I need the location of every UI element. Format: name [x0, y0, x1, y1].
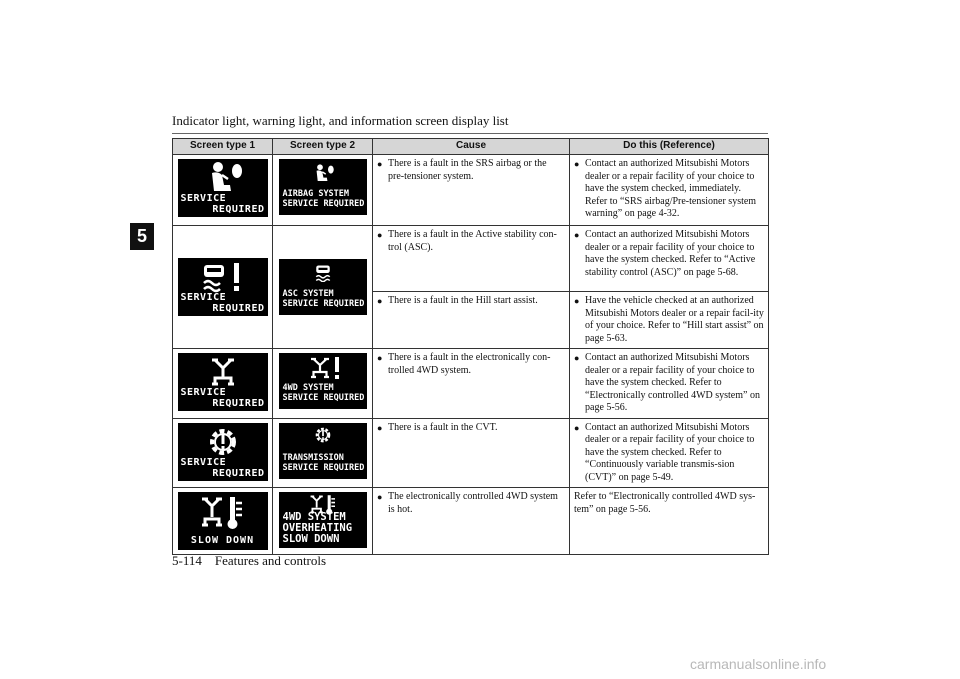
screen-type-2-display [279, 353, 367, 409]
screen-bottom-text: REQUIRED [212, 204, 265, 215]
screen-line: SERVICE REQUIRED [282, 462, 365, 473]
screen-line: AIRBAG SYSTEM [282, 189, 350, 199]
screen-type-2-display [279, 423, 367, 479]
cause-text: ● There is a fault in the CVT. [377, 422, 565, 435]
cause-text: ● The electronically controlled 4WD system is hot. [377, 491, 565, 516]
screen-type-2-display [279, 259, 367, 315]
cause-cell [373, 488, 570, 555]
screen-type-2-cell [273, 418, 373, 488]
footer-section: Features and controls [214, 553, 327, 568]
cause-text: ● There is a fault in the Active stability con-trol (ASC). [377, 229, 565, 254]
action-text: ● Have the vehicle checked at an authorized Mitsubishi Motors dealer or a repair facil-ity of your choice. Refer to “Hill start assist” on page 5-63. [574, 295, 764, 345]
screen-bottom-text: REQUIRED [212, 467, 265, 479]
skid-car-exclamation-icon [200, 261, 248, 293]
table-row [173, 155, 769, 226]
indicator-table [172, 138, 769, 555]
action-cell [570, 488, 769, 555]
action-cell [570, 418, 769, 488]
watermark-text: carmanualsonline.info [690, 656, 827, 672]
4wd-drivetrain-exclamation-icon [309, 356, 343, 380]
airbag-person-icon [204, 161, 246, 193]
screen-line: 4WD SYSTEM [282, 511, 346, 523]
screen-line: SERVICE REQUIRED [282, 393, 365, 403]
action-text: ● Contact an authorized Mitsubishi Motors dealer or a repair facility of your choice to have the system checked. Refer to “Active stability control (ASC)” on page 5-68. [574, 229, 764, 279]
screen-message [283, 383, 365, 403]
action-text: ● Contact an authorized Mitsubishi Motors dealer or a repair facility of your choice to have the system checked, immediately. Refer to “SRS airbag/Pre-tensioner system warning” on page 4-32. [574, 158, 764, 221]
action-text: ● Contact an authorized Mitsubishi Motors dealer or a repair facility of your choice to have the system checked. Refer to “Electronically controlled 4WD system” on page 5-56. [574, 352, 764, 415]
page-number: 5-114 [172, 553, 202, 568]
table-row [173, 226, 769, 292]
screen-type-2-cell [273, 349, 373, 419]
table-row [173, 349, 769, 419]
screen-type-1-cell [173, 226, 273, 349]
screen-type-2-cell [273, 226, 373, 349]
screen-type-1-cell [173, 349, 273, 419]
screen-type-2-display [279, 492, 367, 548]
screen-message [283, 189, 365, 209]
screen-top-text: SERVICE [180, 292, 227, 303]
header-rule [172, 133, 768, 134]
header-cause: Cause [373, 139, 570, 155]
skid-car-icon [313, 264, 333, 282]
screen-line: OVERHEATING [282, 522, 353, 534]
screen-type-1-cell [173, 418, 273, 488]
screen-type-2-display [279, 159, 367, 215]
action-cell [570, 155, 769, 226]
header-screen-type-2: Screen type 2 [273, 139, 373, 155]
screen-message [283, 453, 365, 473]
cause-cell [373, 349, 570, 419]
action-cell [570, 349, 769, 419]
screen-type-1-display [178, 492, 268, 550]
screen-line: ASC SYSTEM [282, 289, 334, 299]
screen-type-2-cell [273, 155, 373, 226]
action-cell [570, 226, 769, 292]
gear-exclamation-icon [207, 426, 239, 458]
screen-line: SERVICE REQUIRED [282, 199, 365, 209]
cause-cell [373, 226, 570, 292]
screen-type-1-display [178, 258, 268, 316]
screen-type-1-display [178, 423, 268, 481]
cause-cell [373, 418, 570, 488]
header-screen-type-1: Screen type 1 [173, 139, 273, 155]
screen-line: 4WD SYSTEM [282, 383, 334, 393]
chapter-tab: 5 [130, 223, 154, 250]
cause-cell [373, 155, 570, 226]
screen-top-text: SERVICE [180, 193, 227, 204]
cause-cell [373, 292, 570, 349]
screen-top-text: SERVICE [180, 387, 227, 398]
screen-line: SERVICE REQUIRED [282, 299, 365, 309]
screen-message [283, 512, 365, 545]
4wd-temperature-icon [200, 495, 248, 531]
screen-type-1-cell [173, 155, 273, 226]
screen-bottom-text: REQUIRED [212, 398, 265, 409]
page-header-title: Indicator light, warning light, and information screen display list [172, 113, 509, 128]
screen-bottom-text: REQUIRED [212, 303, 265, 314]
screen-type-1-display [178, 353, 268, 411]
header-do-this: Do this (Reference) [570, 139, 769, 155]
page-footer [172, 553, 326, 569]
table-row [173, 418, 769, 488]
screen-line: SLOW DOWN [282, 533, 340, 545]
action-text: Refer to “Electronically controlled 4WD sys-tem” on page 5-56. [574, 491, 756, 515]
gear-exclamation-icon [314, 426, 332, 444]
screen-line: TRANSMISSION [282, 452, 344, 463]
action-cell [570, 292, 769, 349]
screen-type-2-cell [273, 488, 373, 555]
table-row [173, 488, 769, 555]
cause-text: ● There is a fault in the electronically con-trolled 4WD system. [377, 352, 565, 377]
cause-text: ● There is a fault in the SRS airbag or the pre-tensioner system. [377, 158, 565, 183]
screen-message [283, 289, 365, 309]
action-text: ● Contact an authorized Mitsubishi Motors dealer or a repair facility of your choice to have the system checked. Refer to “Continuously variable transmis-sion (CVT)” on page 5-49. [574, 422, 764, 485]
4wd-drivetrain-icon [208, 356, 238, 388]
airbag-person-icon [312, 163, 336, 183]
screen-top-text: SERVICE [180, 456, 227, 468]
screen-slow-down-text: SLOW DOWN [190, 534, 255, 546]
table-header-row [173, 139, 769, 155]
screen-type-1-display [178, 159, 268, 217]
cause-text: ● There is a fault in the Hill start assist. [377, 295, 565, 308]
screen-type-1-cell [173, 488, 273, 555]
